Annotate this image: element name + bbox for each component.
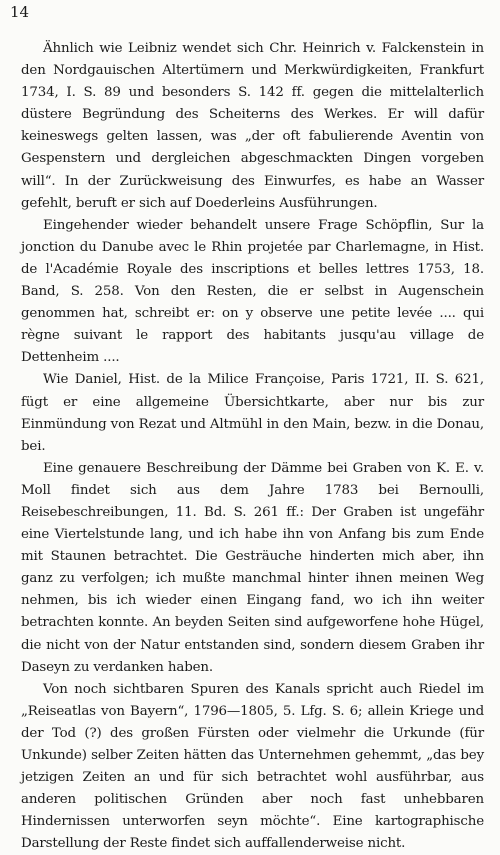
paragraph-schoepflin: Eingehender wieder behandelt unsere Frage Schöpflin, Sur la jonction du Danube avec le Rhin projetée par Charlemagne, in Hist. de l'Académie Royale des inscriptions et belles lettres 1753, 18. Band, S. 258. Von den Resten, die er selbst in Augenschein genommen hat, schreibt er: on y observe une petite levée .... qui règne suivant le rapport des habitants jusqu'au village de Dettenheim .... bbox=[21, 217, 484, 366]
paragraph-moll: Eine genauere Beschreibung der Dämme bei Graben von K. E. v. Moll findet sich aus dem Jahre 1783 bei Bernoulli, Reisebeschreibungen, 11. Bd. S. 261 ff.: Der Graben ist ungefähr eine Viertelstunde lang, und ich habe ihn von Anfang bis zum Ende mit Staunen betrachtet. Die Gesträuche hinderten mich aber, ihn ganz zu verfolgen; ich mußte manchmal hinter ihnen meinen Weg nehmen, bis ich wieder einen Eingang fand, wo ich ihn weiter betrachten konnte. An beyden Seiten sind aufgeworfene hohe Hügel, die nicht von der Natur entstanden sind, sondern diesem Graben ihr Daseyn zu verdanken haben. bbox=[21, 460, 484, 675]
paragraph-riedel: Von noch sichtbaren Spuren des Kanals spricht auch Riedel im „Reiseatlas von Bayern“, 1796—1805, 5. Lfg. S. 6; allein Kriege und der Tod (?) des großen Fürsten oder vielmehr die Urkunde (für Unkunde) selber Zeiten hätten das Unternehmen gehemmt, „das bey jetzigen Zeiten an und für sich betrachtet wohl ausführbar, aus anderen politischen Gründen aber noch fast unhebbaren Hindernissen unterworfen seyn möchte“. Eine kartographische Darstellung der Reste findet sich auffallenderweise nicht. bbox=[21, 681, 484, 852]
paragraph-falckenstein: Ähnlich wie Leibniz wendet sich Chr. Heinrich v. Falckenstein in den Nordgauischen Altertümern und Merkwürdigkeiten, Frankfurt 1734, I. S. 89 und besonders S. 142 ff. gegen die mittelalterlich düstere Begründung des Scheiterns des Werkes. Er will dafür keineswegs gelten lassen, was „der oft fabulierende Aventin von Gespenstern und dergleichen abgeschmackten Dingen vorgeben will“. In der Zurückweisung des Einwurfes, es habe an Wasser gefehlt, beruft er sich auf Doederleins Ausführungen. bbox=[21, 41, 484, 211]
page-number: 14 bbox=[10, 3, 30, 21]
body-text bbox=[21, 38, 484, 855]
paragraph-daniel: Wie Daniel, Hist. de la Milice Françoise, Paris 1721, II. S. 621, fügt er eine allgemeine Übersichtkarte, aber nur bis zur Einmündung von Rezat und Altmühl in den Main, bezw. in die Donau, bei. bbox=[21, 372, 484, 454]
